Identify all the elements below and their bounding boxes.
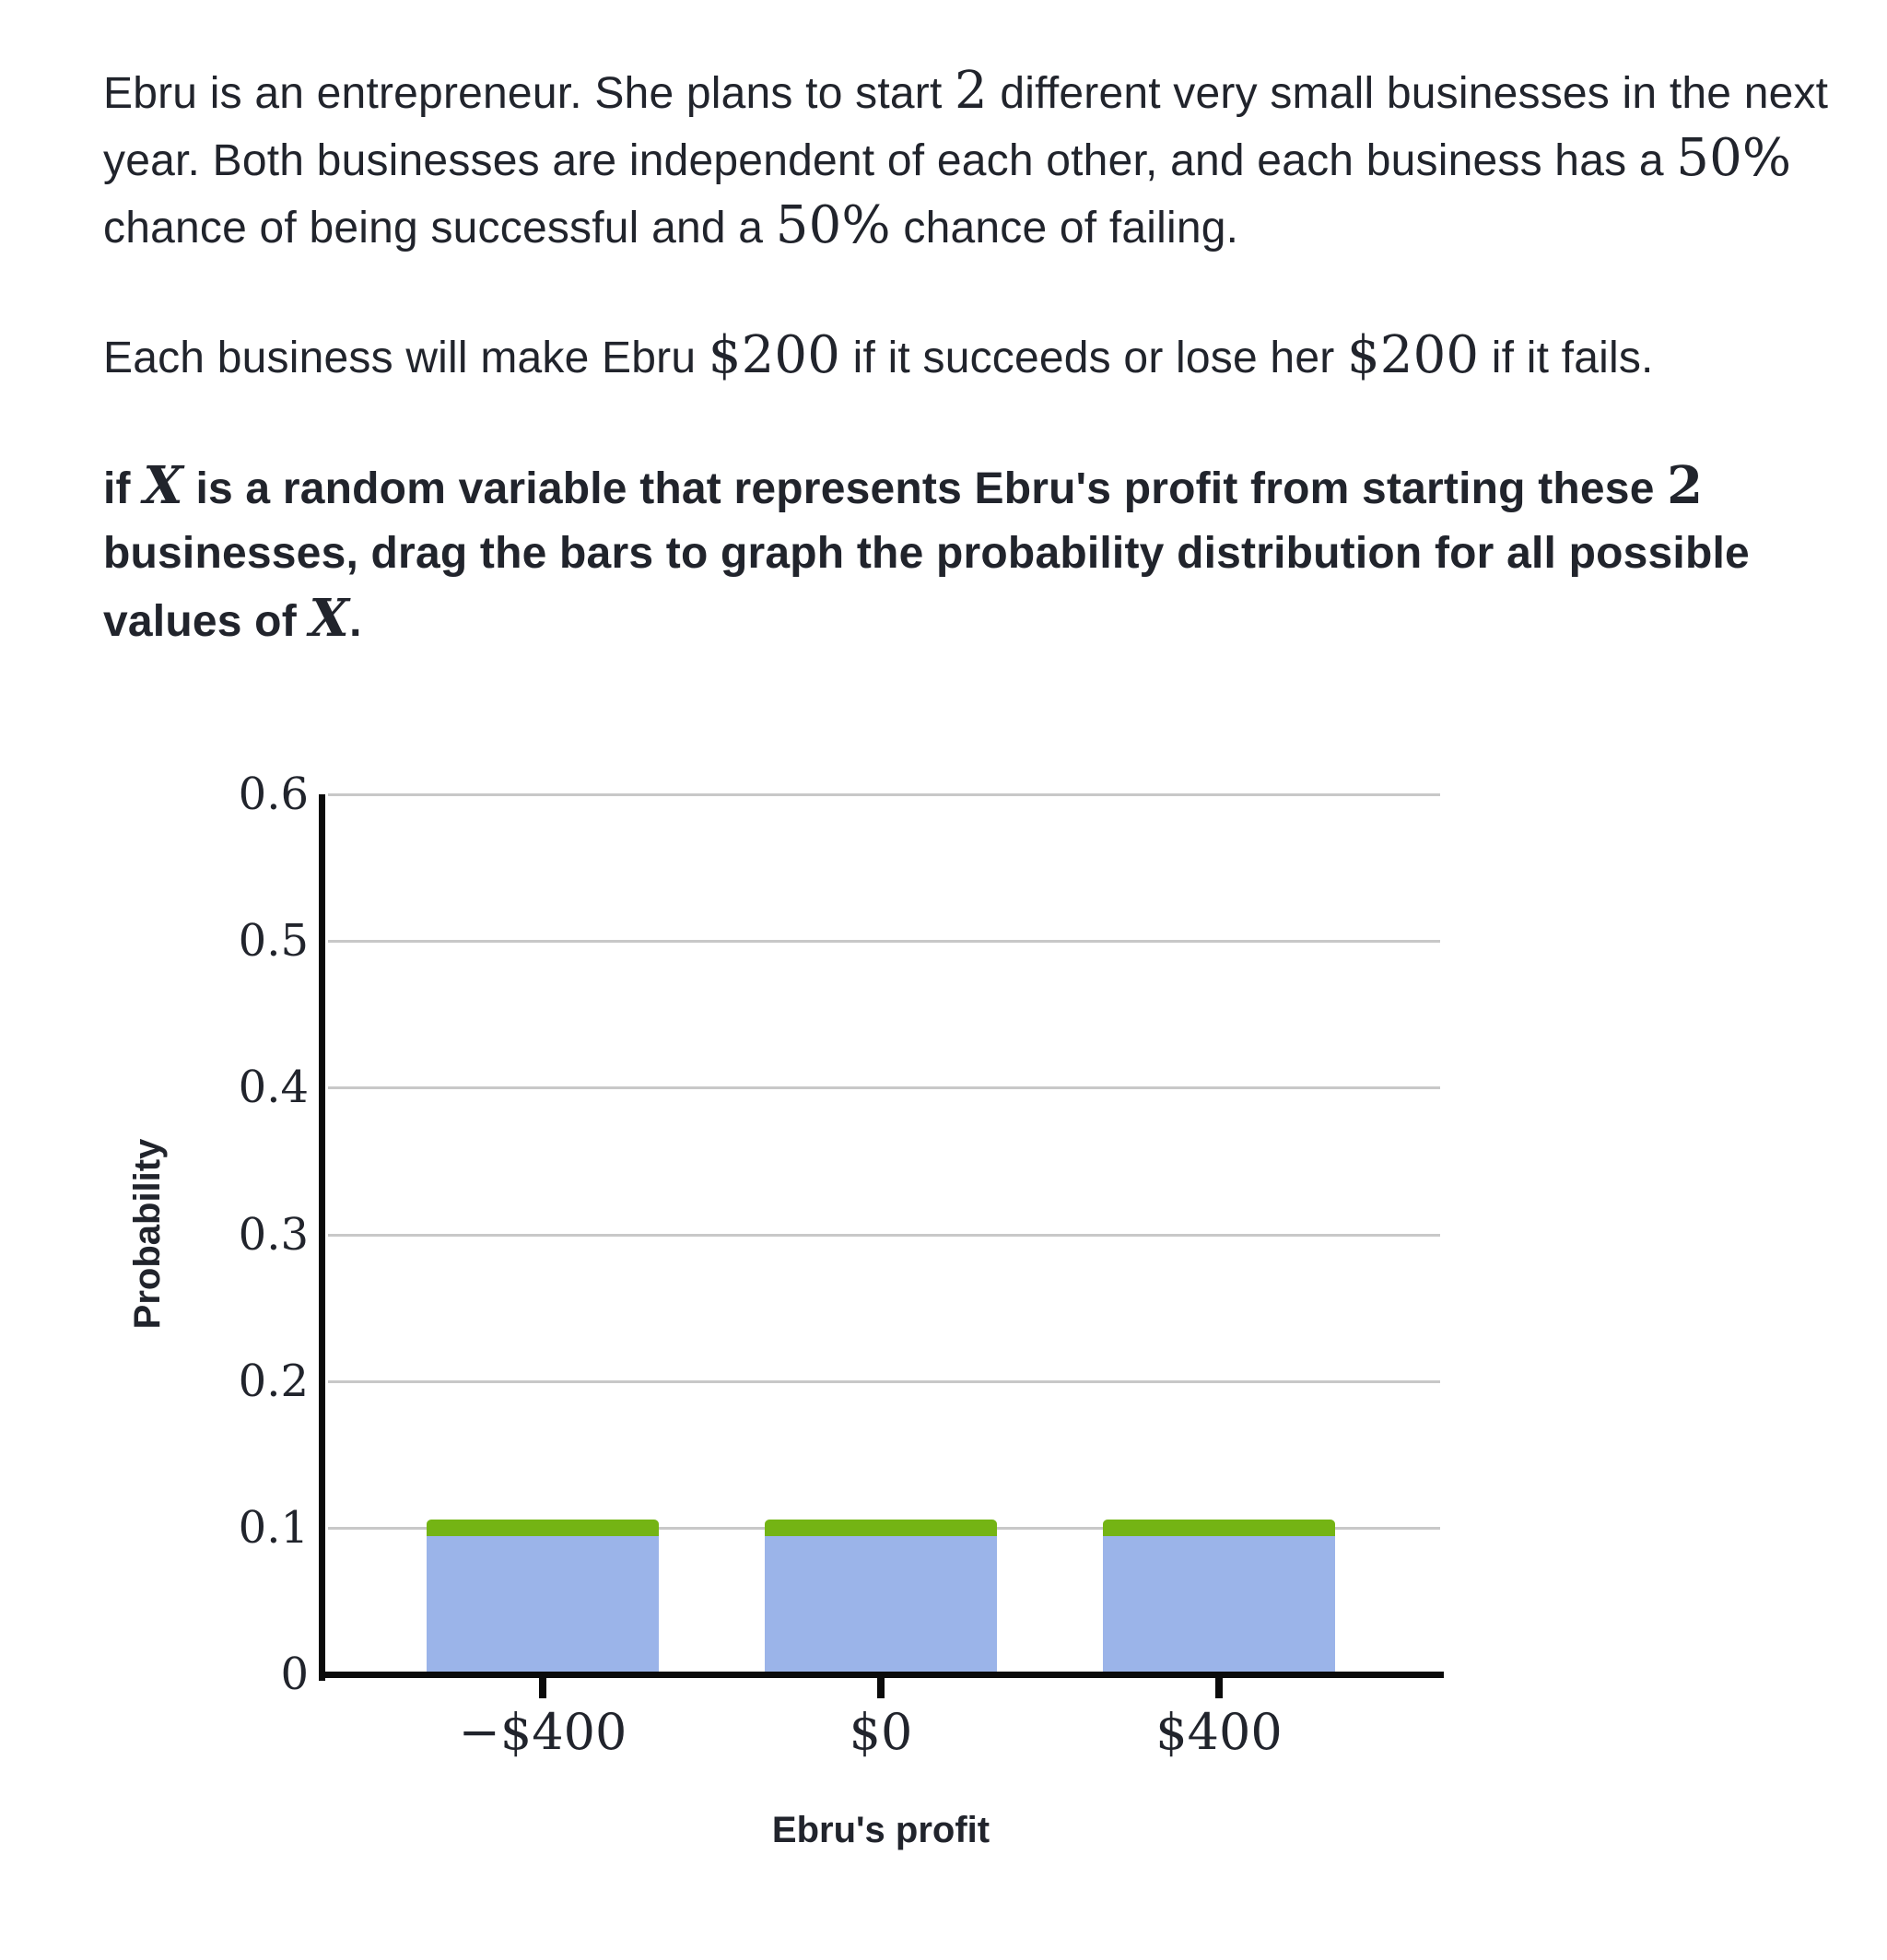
math-number: 2 [1667, 455, 1704, 516]
gridline-0.3 [328, 1234, 1440, 1237]
text-run: chance of being successful and a [103, 204, 776, 252]
text-run: chance of failing. [890, 204, 1239, 252]
text-run: if it succeeds or lose her [840, 334, 1347, 382]
text-run: if [103, 464, 144, 513]
text-run: Each business will make Ebru [103, 334, 709, 382]
math-percent: 50% [775, 195, 891, 255]
gridline-0.2 [328, 1380, 1440, 1383]
text-run: if it fails. [1479, 334, 1654, 382]
x-tick-label-3: $400 [1155, 1703, 1283, 1761]
draggable-bar-2[interactable] [765, 1520, 997, 1672]
bar-drag-handle[interactable] [1103, 1520, 1335, 1536]
text-run: different very small businesses in the next year. Both businesses are independent of each other, and each business has a [103, 69, 1829, 185]
y-tick-label-0.5: 0.5 [238, 915, 309, 968]
text-run: . [349, 597, 362, 646]
x-axis-line [319, 1672, 1444, 1678]
draggable-bar-3[interactable] [1103, 1520, 1335, 1672]
x-tick-label-2: $0 [849, 1703, 913, 1761]
x-tick-mark [539, 1678, 546, 1698]
x-tick-mark [877, 1678, 885, 1698]
math-dollar: $200 [708, 325, 841, 385]
gridline-0.5 [328, 940, 1440, 943]
text-run: businesses, drag the bars to graph the probability distribution for all possible values of [103, 529, 1750, 646]
bar-fill [427, 1536, 659, 1672]
draggable-bar-1[interactable] [427, 1520, 659, 1672]
gridline-0.6 [328, 793, 1440, 796]
math-variable-x: X [309, 588, 350, 649]
bar-fill [1103, 1536, 1335, 1672]
x-tick-mark [1215, 1678, 1223, 1698]
y-tick-label-0.1: 0.1 [238, 1501, 309, 1554]
x-axis-title: Ebru's profit [771, 1810, 990, 1850]
math-dollar: $200 [1346, 325, 1480, 385]
bar-fill [765, 1536, 997, 1672]
y-tick-label-0.2: 0.2 [238, 1355, 309, 1407]
y-axis-title: Probability [127, 1138, 168, 1330]
math-percent: 50% [1676, 128, 1792, 188]
bar-drag-handle[interactable] [427, 1520, 659, 1536]
y-axis-line [319, 794, 325, 1681]
text-run: is a random variable that represents Ebru's profit from starting these [182, 464, 1668, 513]
y-tick-label-0.3: 0.3 [238, 1208, 309, 1261]
y-tick-label-0.4: 0.4 [238, 1062, 309, 1114]
x-tick-label-1: −$400 [458, 1703, 627, 1761]
text-run: Ebru is an entrepreneur. She plans to start [103, 69, 955, 118]
math-variable-x: X [143, 455, 183, 516]
bar-drag-handle[interactable] [765, 1520, 997, 1536]
y-tick-label-0: 0 [280, 1649, 309, 1700]
y-tick-label-0.6: 0.6 [238, 769, 309, 820]
math-number: 2 [955, 61, 988, 121]
gridline-0.4 [328, 1086, 1440, 1089]
